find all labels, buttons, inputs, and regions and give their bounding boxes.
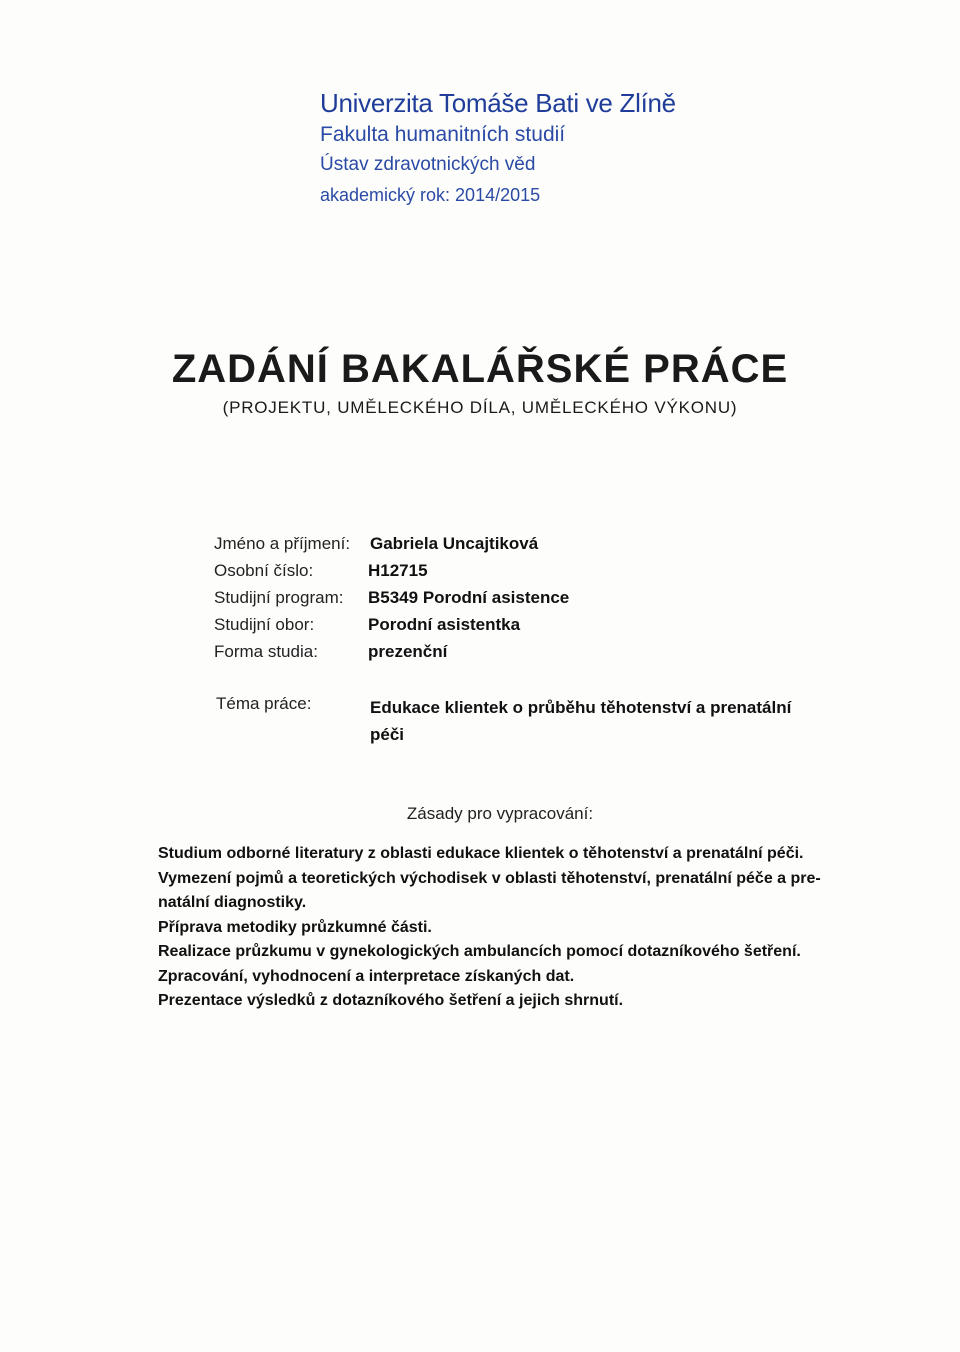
number-label: Osobní číslo: <box>214 560 314 580</box>
header-block <box>320 86 840 210</box>
university-name: Univerzita Tomáše Bati ve Zlíně <box>320 88 676 118</box>
field-value: Porodní asistentka <box>368 614 521 634</box>
guidelines-list <box>158 842 858 1014</box>
field-label: Studijní obor: <box>214 614 315 634</box>
academic-year: akademický rok: 2014/2015 <box>320 185 541 205</box>
guideline-line: Příprava metodiky průzkumné části. <box>158 918 432 936</box>
guideline-line: Prezentace výsledků z dotazníkového šetření a jejich shrnutí. <box>158 992 624 1009</box>
number-value: H12715 <box>368 560 428 580</box>
info-row-name <box>214 530 834 557</box>
guidelines-heading: Zásady pro vypracování: <box>406 804 594 823</box>
guideline-line: natální diagnostiky. <box>158 894 307 911</box>
guideline-line: Vymezení pojmů a teoretických východisek v oblasti těhotenství, prenatální péče a pre- <box>158 869 821 887</box>
info-row-form <box>214 638 834 665</box>
form-value: prezenční <box>368 641 448 661</box>
topic-label: Téma práce: <box>216 694 312 713</box>
info-row-program <box>214 584 834 611</box>
program-label: Studijní program: <box>214 587 344 607</box>
topic-value: Edukace klientek o průběhu těhotenství a prenatální péči <box>370 698 792 744</box>
info-row-number <box>214 557 834 584</box>
guideline-line: Realizace průzkumu v gynekologických ambulancích pomocí dotazníkového šetření. <box>158 943 801 960</box>
name-label: Jméno a příjmení: <box>214 533 351 553</box>
document-subtitle: (PROJEKTU, UMĚLECKÉHO DÍLA, UMĚLECKÉHO VÝKONU) <box>222 398 738 417</box>
guideline-line: Zpracování, vyhodnocení a interpretace získaných dat. <box>158 967 575 985</box>
student-info <box>214 530 834 665</box>
guideline-line: Studium odborné literatury z oblasti edukace klientek o těhotenství a prenatální péči. <box>158 845 804 862</box>
name-value: Gabriela Uncajtiková <box>370 533 539 553</box>
program-value: B5349 Porodní asistence <box>368 587 570 607</box>
topic-row <box>216 694 816 748</box>
faculty-name: Fakulta humanitních studií <box>320 123 566 146</box>
form-label: Forma studia: <box>214 641 318 661</box>
institute-name: Ústav zdravotnických věd <box>320 154 536 175</box>
info-row-field <box>214 611 834 638</box>
document-title: ZADÁNÍ BAKALÁŘSKÉ PRÁCE <box>171 347 789 391</box>
